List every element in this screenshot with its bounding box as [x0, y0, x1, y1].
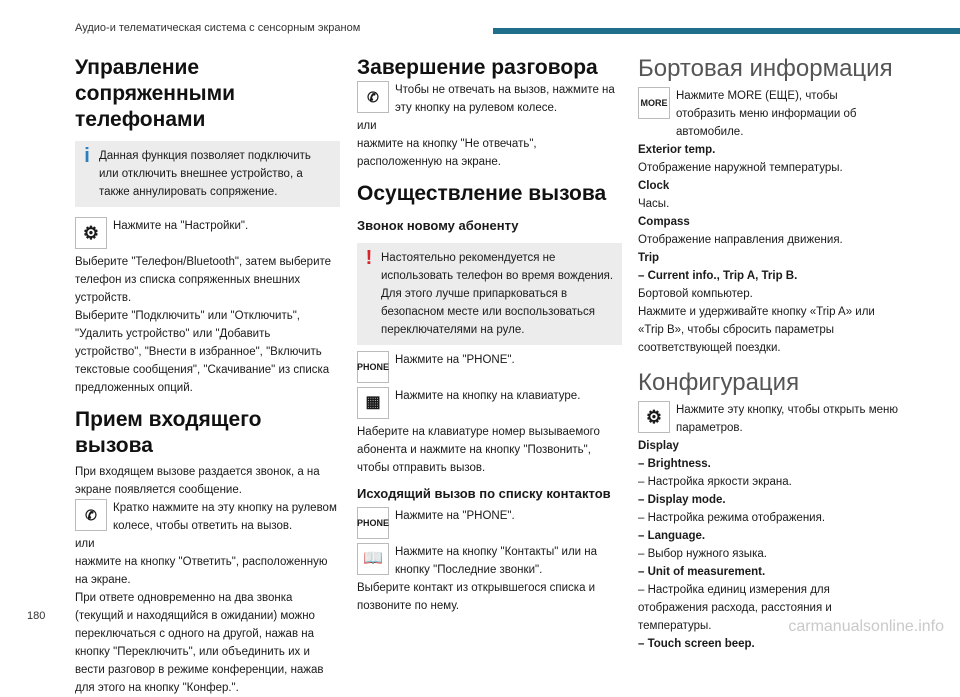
step-settings-text: Нажмите на "Настройки".: [113, 220, 249, 232]
text-or-2: или: [357, 120, 377, 132]
paragraph-pick-contact: Выберите контакт из открывшегося списка и позвоните по нему.: [357, 582, 596, 612]
header-title: Аудио-и телематическая система с сенсорным экраном: [75, 22, 361, 34]
trip-desc-1: Бортовой компьютер.: [638, 288, 753, 300]
config-item: – Unit of measurement.: [638, 566, 766, 578]
config-item: – Выбор нужного языка.: [638, 548, 767, 560]
step-menu-text: Нажмите эту кнопку, чтобы открыть меню параметров.: [676, 404, 898, 434]
config-item: – Language.: [638, 530, 706, 542]
contacts-book-icon[interactable]: 📖: [357, 543, 389, 575]
paragraph-select-phone: Выберите "Телефон/Bluetooth", затем выберите телефон из списка сопряженных внешних устройств.: [75, 256, 332, 304]
heading-pairing: Управление сопряженными телефонами: [75, 56, 236, 131]
paragraph-dial: Наберите на клавиатуре номер вызываемого абонента и нажмите на кнопку "Позвонить", чтобы отправить вызов.: [357, 426, 600, 474]
info-note-text: Данная функция позволяет подключить или отключить внешнее устройство, а также аннулировать сопряжение.: [99, 150, 311, 198]
step-keypad: [357, 387, 622, 419]
warning-icon: !: [365, 247, 373, 269]
paragraph-select-options: Выберите "Подключить" или "Отключить", "Удалить устройство" или "Добавить устройство", "Внести в избранное", "Включить текстовые сообщения", "Скачивание" из списка предложенных опций.: [75, 310, 330, 394]
step-phone-2-text: Нажмите на "PHONE".: [395, 510, 515, 522]
compass-title: Compass: [638, 216, 690, 228]
info-icon: i: [84, 145, 90, 167]
trip-sub: – Current info., Trip A, Trip B.: [638, 270, 798, 282]
step-keypad-text: Нажмите на кнопку на клавиатуре.: [395, 390, 581, 402]
warning-note: [357, 243, 622, 345]
step-contacts-text: Нажмите на кнопку "Контакты" или на кнопку "Последние звонки".: [395, 546, 598, 576]
column-2: [357, 55, 622, 615]
settings-gear-icon[interactable]: ⚙: [75, 217, 107, 249]
step-more: [638, 87, 900, 141]
step-settings: [75, 217, 340, 249]
step-phone-1-text: Нажмите на "PHONE".: [395, 354, 515, 366]
step-phone-1: [357, 351, 622, 383]
more-button-icon[interactable]: MORE: [638, 87, 670, 119]
config-item: – Настройка единиц измерения для отображения расхода, расстояния и температуры.: [638, 584, 832, 632]
column-1: [75, 55, 340, 697]
heading-vehicle-info: Бортовая информация: [638, 55, 893, 82]
config-item: – Настройка режима отображения.: [638, 512, 826, 524]
trip-desc-2: Нажмите и удерживайте кнопку «Trip A» или «Trip B», чтобы сбросить параметры соответствующей поездки.: [638, 306, 875, 354]
phone-button-icon-2[interactable]: PHONE: [357, 507, 389, 539]
column-3: [638, 55, 900, 653]
trip-title: Trip: [638, 252, 660, 264]
heading-new-number: Звонок новому абоненту: [357, 218, 519, 233]
clock-desc: Часы.: [638, 198, 670, 210]
heading-make-call: Осуществление вызова: [357, 182, 607, 205]
steering-answer-icon: ✆: [75, 499, 107, 531]
heading-contacts: Исходящий вызов по списку контактов: [357, 486, 611, 501]
step-answer: [75, 499, 340, 535]
step-phone-2: [357, 507, 622, 539]
settings-gear-icon-2[interactable]: ⚙: [638, 401, 670, 433]
phone-button-icon[interactable]: PHONE: [357, 351, 389, 383]
config-item: – Touch screen beep.: [638, 638, 755, 650]
ext-temp-desc: Отображение наружной температуры.: [638, 162, 843, 174]
warning-note-text: Настоятельно рекомендуется не использовать телефон во время вождения. Для этого лучше припарковаться в безопасном месте или воспользоваться переключателями на руле.: [381, 252, 614, 336]
hang-up-icon: ✆: [357, 81, 389, 113]
paragraph-reject: нажмите на кнопку "Не отвечать", расположенную на экране.: [357, 138, 537, 168]
text-or-1: или: [75, 538, 95, 550]
paragraph-two-calls: При ответе одновременно на два звонка (текущий и находящийся в ожидании) можно переключаться с одного на другой, нажав на кнопку "Переключить", или объединить их и вести разговор в режиме конференции, нажав для этого на кнопку "Конфер.".: [75, 592, 324, 694]
ext-temp-title: Exterior temp.: [638, 144, 716, 156]
heading-end-call: Завершение разговора: [357, 56, 598, 79]
step-menu: [638, 401, 900, 437]
step-reject-text: Чтобы не отвечать на вызов, нажмите на эту кнопку на рулевом колесе.: [395, 84, 615, 114]
paragraph-answer: нажмите на кнопку "Ответить", расположенную на экране.: [75, 556, 328, 586]
paragraph-incoming: При входящем вызове раздается звонок, а на экране появляется сообщение.: [75, 466, 320, 496]
info-note: [75, 141, 340, 207]
config-item: – Display mode.: [638, 494, 726, 506]
compass-desc: Отображение направления движения.: [638, 234, 843, 246]
display-title: Display: [638, 440, 679, 452]
config-item: – Настройка яркости экрана.: [638, 476, 792, 488]
watermark: carmanualsonline.info: [788, 618, 944, 635]
heading-incoming: Прием входящего вызова: [75, 408, 262, 457]
heading-config: Конфигурация: [638, 369, 800, 396]
page-number: 180: [27, 610, 46, 622]
step-contacts: [357, 543, 622, 579]
keypad-icon[interactable]: ▦: [357, 387, 389, 419]
step-answer-text: Кратко нажмите на эту кнопку на рулевом колесе, чтобы ответить на вызов.: [113, 502, 337, 532]
step-more-text: Нажмите MORE (ЕЩЕ), чтобы отобразить меню информации об автомобиле.: [676, 90, 857, 138]
step-reject: [357, 81, 622, 117]
clock-title: Clock: [638, 180, 670, 192]
config-item: – Brightness.: [638, 458, 711, 470]
header-bar: [493, 28, 960, 34]
